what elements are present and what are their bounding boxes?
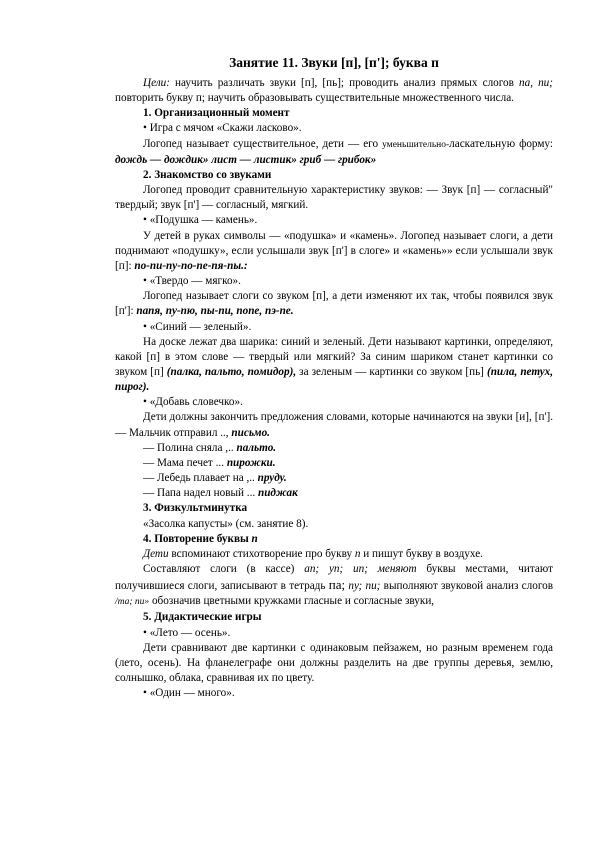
section-3-text: «Засолка капусты» (см. занятие 8). (143, 517, 309, 530)
section-4-paragraph-1: Дети вспоминают стихотворение про букву п и пишут букву в воздухе. (143, 547, 483, 560)
section-4-paragraph-2: Составляют слоги (в кассе) an; уп; un; меняют буквы местами, читают получившиеся слоги, записывают в тетрадь па; пу; пи; выполняют звуковой анализ слогов /та; пи» обозначив цветными кружками гласные и согласные звуки, (115, 563, 554, 608)
goals-paragraph: Цели: научить различать звуки [п], [пь]; проводить анализ прямых слогов па, пи; повторить букву п; научить образовывать существительные множественного числа. (115, 77, 553, 105)
sentence-line: — Лебедь плавает на ,.. пруду. (143, 472, 287, 485)
game-odin-mnogo: • «Один — много». (143, 687, 235, 700)
game-siniy-zeleny: • «Синий — зеленый». (143, 320, 252, 333)
game-dobav-slovechko: • «Добавь словечко». (143, 396, 243, 409)
game-tverdo-myagko: • «Твердо — мягко». (143, 275, 241, 288)
section-heading-4: 4. Повторение буквы п (143, 532, 258, 545)
sentence-line: — Полина сняла ,.. пальто. (143, 441, 277, 454)
section-heading-3: 3. Физкультминутка (143, 502, 248, 515)
section-5-paragraph-1: Дети сравнивают две картинки с одинаковым пейзажем, но разным временем года (лето, осень). На фланелеграфе они должны разделить на две группы деревья, землю, солнышко, облака, сравнивая их по цвету. (115, 641, 553, 685)
document-content (115, 55, 553, 701)
sentence-line: — Папа надел новый ... пиджак (143, 487, 298, 500)
sentence-line: — Мама печет ... пирожки. (143, 456, 276, 469)
section-2-paragraph-2: У детей в руках символы — «подушка» и «камень». Логопед называет слоги, а дети поднимают «подушку», если услышали звук [п'] в слоге» и «камень»» если услышали звук [п]: по-пи-пу-по-пе-пя-пы.: (115, 229, 553, 272)
section-heading-1: 1. Организационный момент (143, 107, 290, 120)
game-podushka-kamen: • «Подушка — камень». (143, 214, 258, 227)
game-skazhi-laskovo: • Игра с мячом «Скажи ласково». (143, 122, 302, 135)
section-2-paragraph-5: Дети должны закончить предложения словами, которые начинаются на звуки [и], [п']. — Мальчик отправил .., письмо. (115, 411, 553, 439)
section-1-paragraph: Логопед называет существительное, дети — его уменьшительно-ласкательную форму: дождь — дождик» лист — листик» гриб — грибок» (115, 137, 553, 166)
section-heading-2: 2. Знакомство со звуками (143, 168, 272, 181)
section-2-paragraph-1: Логопед проводит сравнительную характеристику звуков: — Звук [п] — согласный" твердый; звук [п'] — согласный, мягкий. (115, 184, 553, 212)
game-leto-osen: • «Лето — осень». (143, 626, 231, 639)
lesson-title: Занятие 11. Звуки [п], [п']; буква п (229, 55, 439, 70)
goals-label: Цели: (143, 77, 170, 89)
section-2-paragraph-4: На доске лежат два шарика: синий и зеленый. Дети называют картинки, определяют, какой [п] в этом слове — твердый или мягкий? За синим шариком станет картинки со звуком [п] (палка, пальто, помидор), за зеленым — картинки со звуком [пь] (пила, петух, пирог). (115, 335, 553, 394)
section-heading-5: 5. Дидактические игры (143, 611, 262, 624)
section-2-paragraph-3: Логопед называет слоги со звуком [п], а дети изменяют их так, чтобы появился звук [п']: папя, пу-пю, пы-пи, попе, пэ-пе. (115, 290, 553, 318)
